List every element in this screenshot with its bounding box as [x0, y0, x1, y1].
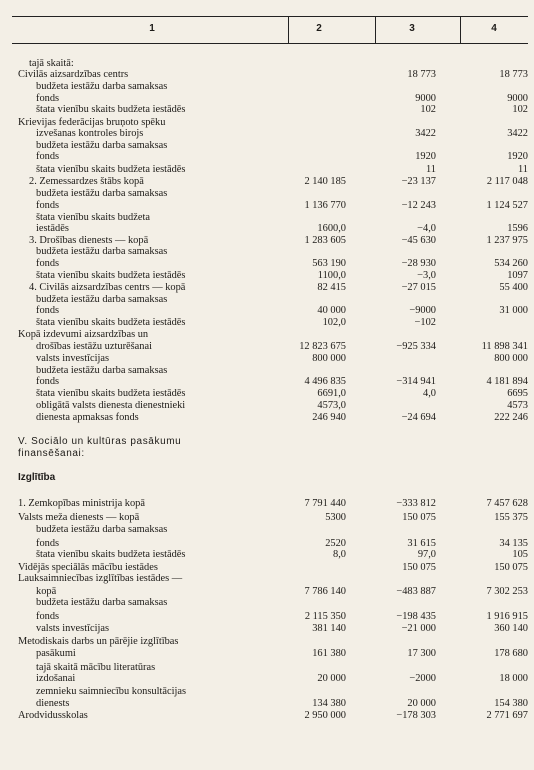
table-row [0, 341, 534, 352]
cell-col-4: 1 916 915 [486, 611, 528, 622]
cell-col-2: 7 791 440 [304, 498, 346, 509]
row-label: valsts investīcijas [36, 623, 110, 634]
table-row [0, 472, 534, 483]
cell-col-3: −21 000 [401, 623, 436, 634]
table-row [0, 673, 534, 684]
cell-col-2: 2520 [325, 538, 346, 549]
cell-col-4: 1097 [507, 270, 528, 281]
table-row [0, 524, 534, 535]
cell-col-3: −483 887 [396, 586, 436, 597]
table-row [0, 388, 534, 399]
cell-col-3: 4,0 [423, 388, 436, 399]
cell-col-3: −9000 [409, 305, 436, 316]
table-row [0, 487, 534, 498]
row-label: štata vienību skaits budžeta iestādēs [36, 104, 186, 115]
cell-col-4: 34 135 [499, 538, 528, 549]
table-row [0, 710, 534, 721]
row-label: štata vienību skaits budžeta iestādēs [36, 317, 186, 328]
cell-col-4: 6695 [507, 388, 528, 399]
cell-col-4: 1596 [507, 223, 528, 234]
cell-col-3: 97,0 [417, 549, 436, 560]
table-row [0, 294, 534, 305]
cell-col-4: 11 898 341 [481, 341, 528, 352]
row-label: iestādēs [36, 223, 69, 234]
table-row [0, 270, 534, 281]
cell-col-3: −178 303 [396, 710, 436, 721]
table-row [0, 448, 534, 459]
table-row [0, 305, 534, 316]
cell-col-2: 40 000 [317, 305, 346, 316]
table-row [0, 235, 534, 246]
table-row [0, 81, 534, 92]
row-label: dienesta apmaksas fonds [36, 412, 139, 423]
cell-col-3: 150 075 [402, 562, 436, 573]
row-label: valsts investīcijas [36, 353, 110, 364]
cell-col-3: −314 941 [396, 376, 436, 387]
cell-col-4: 222 246 [494, 412, 528, 423]
cell-col-2: 4573,0 [317, 400, 346, 411]
row-label: budžeta iestāžu darba samaksas [36, 294, 168, 305]
cell-col-2: 161 380 [312, 648, 346, 659]
cell-col-3: 17 300 [407, 648, 436, 659]
table-row [0, 104, 534, 115]
row-label: finansēšanai: [18, 448, 85, 459]
table-row [0, 176, 534, 187]
cell-col-2: 2 950 000 [304, 710, 346, 721]
row-label: budžeta iestāžu darba samaksas [36, 140, 168, 151]
table-row [0, 597, 534, 608]
cell-col-4: 2 117 048 [486, 176, 528, 187]
cell-col-4: 800 000 [494, 353, 528, 364]
table-row [0, 376, 534, 387]
table-row [0, 400, 534, 411]
cell-col-2: 1100,0 [317, 270, 346, 281]
row-label: budžeta iestāžu darba samaksas [36, 188, 168, 199]
cell-col-4: 105 [512, 549, 528, 560]
cell-col-3: 9000 [415, 93, 436, 104]
row-label: štata vienību skaits budžeta iestādēs [36, 270, 186, 281]
cell-col-3: −2000 [409, 673, 436, 684]
table-row [0, 636, 534, 647]
cell-col-3: −28 930 [401, 258, 436, 269]
cell-col-3: 102 [420, 104, 436, 115]
cell-col-3: 1920 [415, 151, 436, 162]
cell-col-3: 150 075 [402, 512, 436, 523]
row-label: Metodiskais darbs un pārējie izglītības [18, 636, 179, 647]
cell-col-4: 2 771 697 [486, 710, 528, 721]
table-row [0, 140, 534, 151]
table-row [0, 329, 534, 340]
row-label: Lauksaimniecības izglītības iestādes — [18, 573, 183, 584]
cell-col-3: −45 630 [401, 235, 436, 246]
cell-col-4: 18 773 [499, 69, 528, 80]
table-row [0, 212, 534, 223]
cell-col-4: 155 375 [494, 512, 528, 523]
cell-col-2: 8,0 [333, 549, 346, 560]
cell-col-2: 381 140 [312, 623, 346, 634]
table-row [0, 258, 534, 269]
cell-col-4: 102 [512, 104, 528, 115]
row-label: Valsts meža dienests — kopā [18, 512, 140, 523]
cell-col-4: 150 075 [494, 562, 528, 573]
cell-col-3: −4,0 [417, 223, 436, 234]
row-label: drošības iestāžu uzturēšanai [36, 341, 152, 352]
table-row [0, 117, 534, 128]
cell-col-4: 11 [517, 164, 528, 175]
cell-col-2: 82 415 [317, 282, 346, 293]
table-row [0, 648, 534, 659]
row-label: 2. Zemessardzes štābs kopā [29, 176, 144, 187]
row-label: budžeta iestāžu darba samaksas [36, 597, 168, 608]
cell-col-4: 360 140 [494, 623, 528, 634]
row-label: tajā skaitā: [29, 58, 74, 69]
row-label: izvešanas kontroles birojs [36, 128, 144, 139]
header-col-4: 4 [491, 23, 497, 34]
row-label: štata vienību skaits budžeta iestādēs [36, 549, 186, 560]
row-label: Vidējās speciālās mācību iestādes [18, 562, 158, 573]
row-label: Civilās aizsardzības centrs [18, 69, 129, 80]
table-row [0, 686, 534, 697]
cell-col-3: −12 243 [401, 200, 436, 211]
cell-col-3: −102 [414, 317, 436, 328]
table-row [0, 58, 534, 69]
row-label: 1. Zemkopības ministrija kopā [18, 498, 145, 509]
table-row [0, 611, 534, 622]
cell-col-3: 20 000 [407, 698, 436, 709]
cell-col-2: 2 115 350 [304, 611, 346, 622]
row-label: budžeta iestāžu darba samaksas [36, 246, 168, 257]
row-label: V. Sociālo un kultūras pasākumu [18, 436, 182, 447]
cell-col-4: 4573 [507, 400, 528, 411]
table-row [0, 93, 534, 104]
cell-col-2: 20 000 [317, 673, 346, 684]
cell-col-2: 1 283 605 [304, 235, 346, 246]
cell-col-3: −27 015 [401, 282, 436, 293]
cell-col-4: 18 000 [499, 673, 528, 684]
cell-col-3: 3422 [415, 128, 436, 139]
row-label: budžeta iestāžu darba samaksas [36, 81, 168, 92]
cell-col-4: 1 124 527 [486, 200, 528, 211]
table-row [0, 282, 534, 293]
cell-col-2: 563 190 [312, 258, 346, 269]
table-row [0, 538, 534, 549]
cell-col-4: 9000 [507, 93, 528, 104]
table-row [0, 512, 534, 523]
table-row [0, 460, 534, 471]
row-label: fonds [36, 258, 60, 269]
row-label: štata vienību skaits budžeta [36, 212, 150, 223]
row-label: Kopā izdevumi aizsardzības un [18, 329, 149, 340]
row-label: budžeta iestāžu darba samaksas [36, 365, 168, 376]
table-row [0, 246, 534, 257]
row-label: obligātā valsts dienesta dienestnieki [36, 400, 186, 411]
row-label: 3. Drošības dienests — kopā [29, 235, 149, 246]
cell-col-4: 31 000 [499, 305, 528, 316]
table-row [0, 412, 534, 423]
cell-col-2: 5300 [325, 512, 346, 523]
row-label: izdošanai [36, 673, 76, 684]
row-label: dienests [36, 698, 70, 709]
row-label: Izglītība [18, 472, 56, 483]
cell-col-4: 534 260 [494, 258, 528, 269]
cell-col-4: 1920 [507, 151, 528, 162]
cell-col-3: 11 [425, 164, 436, 175]
table-row [0, 424, 534, 435]
row-label: pasākumi [36, 648, 76, 659]
row-label: budžeta iestāžu darba samaksas [36, 524, 168, 535]
row-label: kopā [36, 586, 57, 597]
table-row [0, 623, 534, 634]
cell-col-3: −3,0 [417, 270, 436, 281]
row-label: fonds [36, 538, 60, 549]
table-row [0, 128, 534, 139]
cell-col-4: 4 181 894 [486, 376, 528, 387]
table-row [0, 549, 534, 560]
row-label: tajā skaitā mācību literatūras [36, 662, 156, 673]
row-label: fonds [36, 305, 60, 316]
table-row [0, 498, 534, 509]
row-label: fonds [36, 93, 60, 104]
table-row [0, 573, 534, 584]
cell-col-4: 154 380 [494, 698, 528, 709]
cell-col-3: −925 334 [396, 341, 436, 352]
cell-col-4: 55 400 [499, 282, 528, 293]
table-row [0, 188, 534, 199]
table-row [0, 586, 534, 597]
cell-col-2: 12 823 675 [299, 341, 346, 352]
cell-col-2: 6691,0 [317, 388, 346, 399]
cell-col-3: −23 137 [401, 176, 436, 187]
header-col-3: 3 [409, 23, 415, 34]
row-label: štata vienību skaits budžeta iestādēs [36, 388, 186, 399]
cell-col-3: −24 694 [401, 412, 436, 423]
table-row [0, 353, 534, 364]
header-col-1: 1 [149, 23, 155, 34]
row-label: fonds [36, 151, 60, 162]
cell-col-4: 1 237 975 [486, 235, 528, 246]
row-label: fonds [36, 200, 60, 211]
row-label: 4. Civilās aizsardzības centrs — kopā [29, 282, 186, 293]
cell-col-2: 102,0 [322, 317, 346, 328]
cell-col-2: 1600,0 [317, 223, 346, 234]
table-row [0, 200, 534, 211]
cell-col-3: 31 615 [407, 538, 436, 549]
row-label: zemnieku saimniecību konsultācijas [36, 686, 187, 697]
table-row [0, 562, 534, 573]
cell-col-3: −198 435 [396, 611, 436, 622]
cell-col-3: −333 812 [396, 498, 436, 509]
cell-col-4: 7 457 628 [486, 498, 528, 509]
row-label: fonds [36, 376, 60, 387]
row-label: Arodvidusskolas [18, 710, 88, 721]
table-row [0, 69, 534, 80]
cell-col-3: 18 773 [407, 69, 436, 80]
cell-col-2: 800 000 [312, 353, 346, 364]
cell-col-4: 7 302 253 [486, 586, 528, 597]
cell-col-2: 246 940 [312, 412, 346, 423]
row-label: fonds [36, 611, 60, 622]
table-row [0, 223, 534, 234]
header-col-2: 2 [316, 23, 322, 34]
table-row [0, 151, 534, 162]
row-label: štata vienību skaits budžeta iestādēs [36, 164, 186, 175]
cell-col-4: 178 680 [494, 648, 528, 659]
cell-col-2: 7 786 140 [304, 586, 346, 597]
table-row [0, 662, 534, 673]
table-row [0, 164, 534, 175]
row-label: Krievijas federācijas bruņoto spēku [18, 117, 166, 128]
cell-col-2: 134 380 [312, 698, 346, 709]
cell-col-4: 3422 [507, 128, 528, 139]
table-row [0, 317, 534, 328]
cell-col-2: 1 136 770 [304, 200, 346, 211]
table-header [12, 16, 528, 44]
cell-col-2: 2 140 185 [304, 176, 346, 187]
cell-col-2: 4 496 835 [304, 376, 346, 387]
table-row [0, 698, 534, 709]
table-row [0, 365, 534, 376]
table-row [0, 436, 534, 447]
